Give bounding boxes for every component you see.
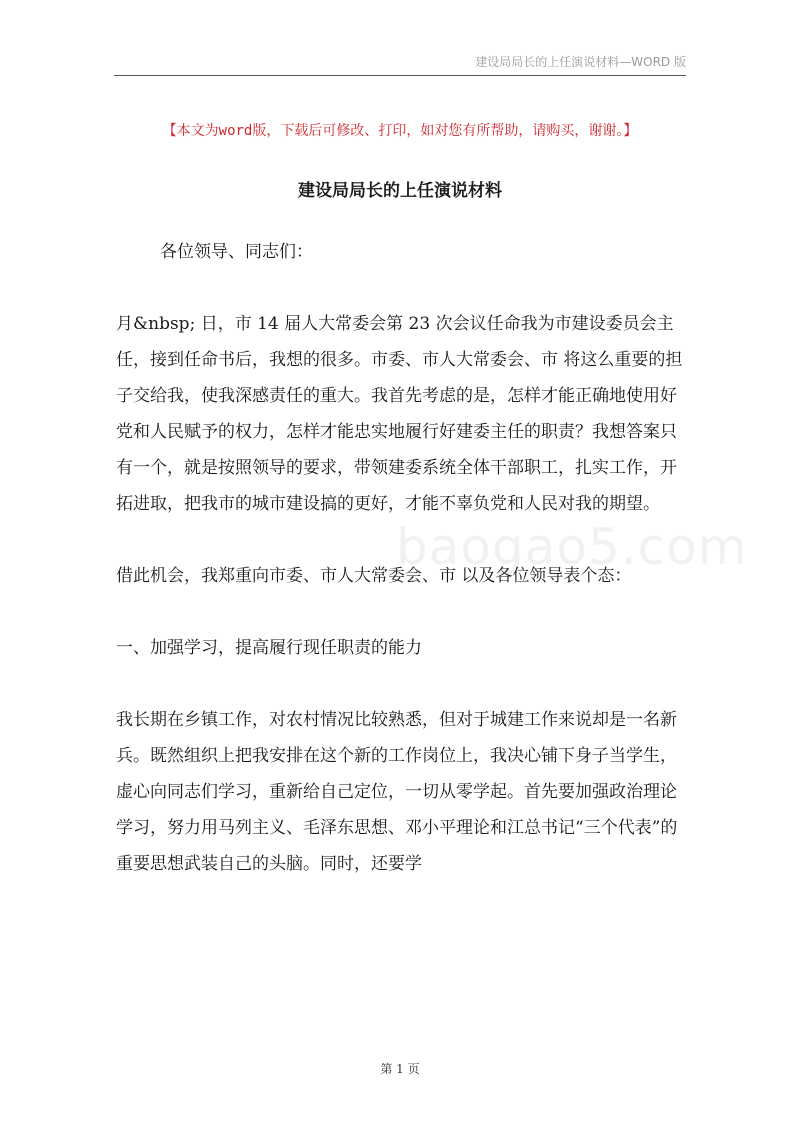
- paragraph-study: 我长期在乡镇工作，对农村情况比较熟悉，但对于城建工作来说却是一名新兵。既然组织上把我安排在这个新的工作岗位上，我决心铺下身子当学生，虚心向同志们学习，重新给自己定位，一切从零学起。首先要加强政治理论学习，努力用马列主义、毛泽东思想、邓小平理论和江总书记“三个代表”的重要思想武装自己的头脑。同时，还要学: [116, 710, 678, 874]
- greeting: 各位领导、同志们：: [160, 242, 313, 262]
- paragraph-appointment: 月&nbsp; 日，市 14 届人大常委会第 23 次会议任命我为市建设委员会主任，接到任命书后，我想的很多。市委、市人大常委会、市 将这么重要的担子交给我，使我深感责任的重大。我首先考虑的是，怎样才能正确地使用好党和人民赋予的权力，怎样才能忠实地履行好建委主任的职责？我想答案只有一个，就是按照领导的要求，带领建委系统全体干部职工，扎实工作，开拓进取，把我市的城市建设搞的更好，才能不辜负党和人民对我的期望。: [116, 314, 683, 514]
- watermark: baogao5.com: [396, 518, 748, 576]
- purchase-notice: 【本文为word版，下载后可修改、打印，如对您有所帮助，请购买，谢谢。】: [162, 123, 638, 139]
- paragraph-pledge-intro: 借此机会，我郑重向市委、市人大常委会、市 以及各位领导表个态：: [116, 566, 632, 586]
- header-divider: [114, 75, 686, 76]
- running-header: 建设局局长的上任演说材料—WORD 版: [475, 55, 686, 69]
- page-number: 第 1 页: [380, 1062, 420, 1076]
- section-heading-1: 一、加强学习，提高履行现任职责的能力: [116, 638, 422, 658]
- document-title: 建设局局长的上任演说材料: [298, 181, 502, 201]
